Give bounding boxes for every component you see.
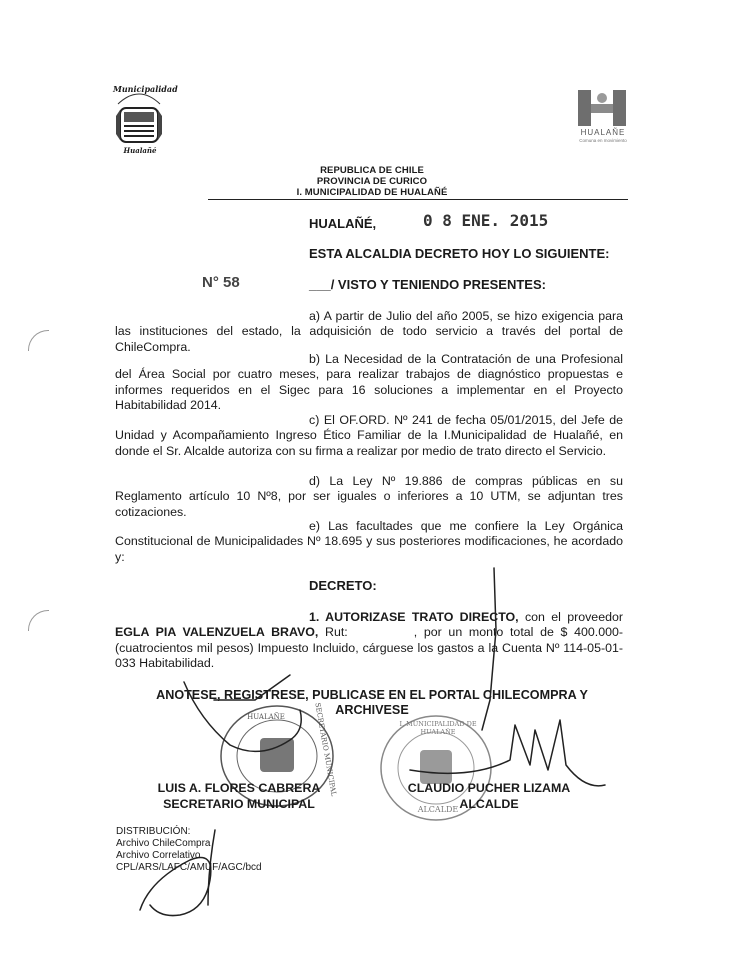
date-stamp: 0 8 ENE. 2015 [423, 211, 549, 230]
header-line-2: PROVINCIA DE CURICO [316, 176, 428, 187]
decree-number: N° 58 [202, 274, 240, 291]
paragraph-a: a) A partir de Julio del año 2005, se hizo exigencia para las instituciones del estado, la adquisición de todo servicio a través del portal de ChileCompra. [115, 309, 623, 354]
distribution-line: CPL/ARS/LAFC/AMUF/AGC/bcd [116, 862, 262, 873]
mayor-stamp-bottom: ALCALDE [417, 805, 459, 814]
paragraph-b: b) La Necesidad de la Contratación de una Profesional del Área Social por cuatro meses, para realizar trabajos de diagnóstico propuestas e informes requeridos en el Sigec para 16 soluciones a implementar en el Proyecto Habitabilidad 2014. [115, 352, 623, 413]
secretary-title: SECRETARIO MUNICIPAL [163, 797, 315, 811]
paragraph-e: e) Las facultades que me confiere la Ley Orgánica Constitucional de Municipalidades Nº 18.695 y sus posteriores modificaciones, he acordado y: [115, 519, 623, 564]
paragraph-c: c) El OF.ORD. Nº 241 de fecha 05/01/2015, del Jefe de Unidad y Acompañamiento Ingreso Ético Familiar de la I.Municipalidad de Hualañé, en donde el Sr. Alcalde autoriza con su firma a realizar por medio de trato directo el Servicio. [115, 413, 623, 458]
distribution-title: DISTRIBUCIÓN: [116, 826, 191, 837]
visto-heading: ___/ VISTO Y TENIENDO PRESENTES: [309, 277, 546, 292]
header-rule [208, 199, 628, 200]
item1-lead: 1. AUTORIZASE TRATO DIRECTO, [309, 610, 519, 624]
hualane-brand-logo [578, 90, 628, 128]
place: HUALAÑÉ, [309, 216, 377, 231]
crest-arc-text: Municipalidad [113, 84, 178, 94]
crest-bottom-text: Hualañé [123, 146, 157, 155]
signature-strokes [0, 560, 744, 940]
mayor-stamp-arc: I. MUNICIPALIDAD DE HUALAÑE [399, 720, 477, 736]
provider-name: EGLA PIA VALENZUELA BRAVO, [115, 625, 319, 640]
closing-line-1: ANOTESE, REGISTRESE, PUBLICASE EN EL PORTAL CHILECOMPRA Y [156, 688, 588, 702]
closing-line-2: ARCHIVESE [335, 703, 409, 717]
secretary-stamp-top: HUALAÑE [247, 713, 285, 721]
decreto-label: DECRETO: [309, 578, 377, 593]
distribution-line: Archivo Correlativo [116, 850, 201, 861]
distribution-line: Archivo ChileCompra [116, 838, 211, 849]
secretary-stamp-side: SECRETARIO MUNICIPAL [313, 702, 338, 797]
brand-tagline: Comuna en movimiento [579, 138, 627, 143]
mayor-name: CLAUDIO PUCHER LIZAMA [407, 781, 571, 795]
paragraph-d: d) La Ley Nº 19.886 de compras públicas en su Reglamento artículo 10 Nº8, por ser iguales o inferiores a 10 UTM, se adjuntan tres cotizaciones. [115, 474, 623, 519]
decree-item-1: 1. AUTORIZASE TRATO DIRECTO, con el proveedor EGLA PIA VALENZUELA BRAVO, Rut: , por un monto total de $ 400.000- (cuatrocientos mil pesos) Impuesto Incluido, cárguese los gastos a la Cuenta Nº 114-05-01-033 Habitabilidad. [115, 610, 623, 671]
decree-heading: ESTA ALCALDIA DECRETO HOY LO SIGUIENTE: [309, 246, 610, 261]
header-line-3: I. MUNICIPALIDAD DE HUALAÑÉ [296, 187, 448, 198]
punch-hole-mark [28, 330, 49, 351]
secretary-name: LUIS A. FLORES CABRERA [157, 781, 321, 795]
header-line-1: REPUBLICA DE CHILE [320, 165, 424, 176]
mayor-title: ALCALDE [459, 797, 519, 811]
brand-name: HUALAÑE [580, 128, 626, 137]
